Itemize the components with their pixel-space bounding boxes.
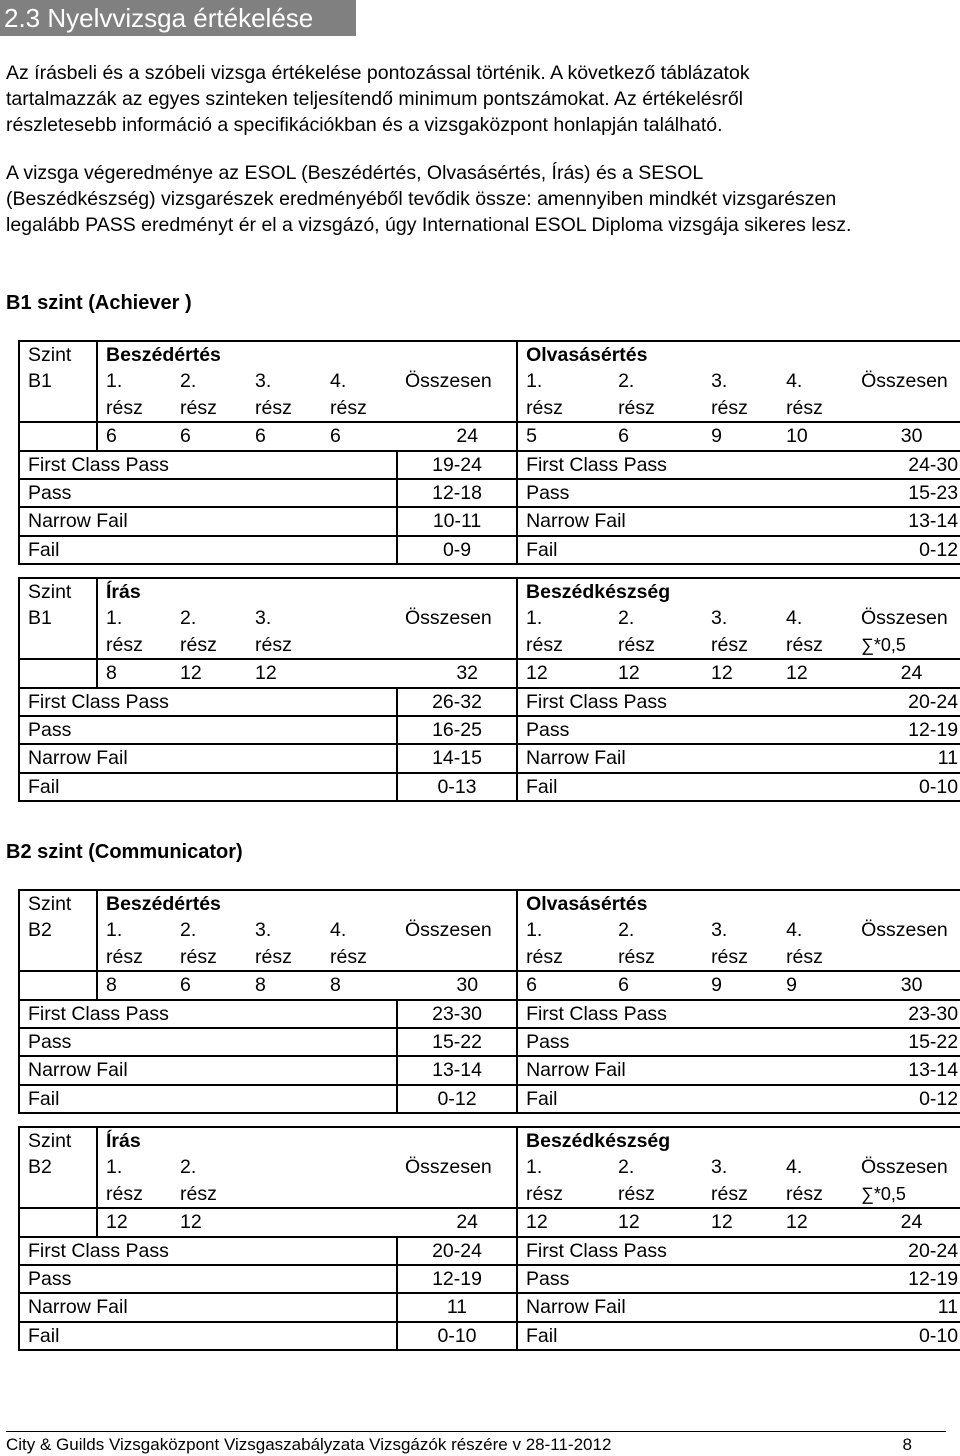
b2-writing-speaking-table — [18, 1126, 960, 1351]
part-header: 3. rész — [247, 368, 322, 422]
grade-range: 11 — [397, 1293, 517, 1321]
part-header: 1. rész — [97, 605, 172, 659]
level-cell: B2 — [19, 1154, 97, 1208]
grade-label: Fail — [517, 773, 853, 801]
result-line: A vizsga végeredménye az ESOL (Beszédértés, Olvasásértés, Írás) és a SESOL — [6, 162, 704, 184]
col-header-level: Szint — [19, 890, 97, 917]
part-header: 2. rész — [610, 368, 703, 422]
page-number: 8 — [902, 1435, 912, 1454]
part-header: 1. rész — [517, 1154, 610, 1208]
total-header: Összesen — [397, 1154, 517, 1208]
grade-range: 15-22 — [397, 1028, 517, 1056]
col-header-level: Szint — [19, 341, 97, 368]
max-score: 8 — [97, 659, 172, 687]
grade-label: Fail — [19, 773, 397, 801]
sum-formula: ∑*0,5 — [861, 1183, 906, 1204]
part-header: 2. rész — [610, 1154, 703, 1208]
grade-label: Pass — [517, 1028, 853, 1056]
grade-label: Pass — [517, 716, 853, 744]
part-header: 1. rész — [517, 605, 610, 659]
max-total: 30 — [853, 971, 960, 999]
grade-label: Pass — [19, 1265, 397, 1293]
col-header-level: Szint — [19, 578, 97, 605]
max-total: 24 — [397, 422, 517, 450]
grade-range: 11 — [853, 744, 960, 772]
col-header-listening: Beszédértés — [97, 341, 517, 368]
part-header: 1. rész — [517, 368, 610, 422]
grade-label: Pass — [19, 479, 397, 507]
total-header: Összesen — [397, 917, 517, 971]
grade-range: 0-12 — [853, 536, 960, 564]
grade-label: Fail — [517, 1085, 853, 1113]
grade-range: 0-10 — [397, 1322, 517, 1350]
grade-label: Fail — [517, 1322, 853, 1350]
part-header: 2. rész — [172, 917, 247, 971]
grade-label: Pass — [517, 479, 853, 507]
result-line: legalább PASS eredményt ér el a vizsgázó, úgy International ESOL Diploma vizsgája sikeres lesz. — [6, 214, 852, 236]
max-score: 12 — [703, 659, 778, 687]
grade-range: 23-30 — [397, 1000, 517, 1028]
intro-line: Az írásbeli és a szóbeli vizsga értékelése pontozással történik. A következő táblázatok — [6, 62, 750, 84]
part-header: 4. rész — [778, 605, 853, 659]
max-score: 12 — [97, 1208, 172, 1236]
grade-range: 0-10 — [853, 1322, 960, 1350]
grade-label: Fail — [19, 536, 397, 564]
part-header: 3. rész — [247, 917, 322, 971]
grade-range: 12-19 — [853, 716, 960, 744]
grade-range: 12-18 — [397, 479, 517, 507]
grade-range: 12-19 — [853, 1265, 960, 1293]
max-score: 5 — [517, 422, 610, 450]
part-header: 3. rész — [703, 605, 778, 659]
max-score: 6 — [610, 422, 703, 450]
max-score: 6 — [97, 422, 172, 450]
max-total: 30 — [397, 971, 517, 999]
grade-label: Narrow Fail — [517, 1056, 853, 1084]
grade-range: 20-24 — [397, 1237, 517, 1265]
max-score: 8 — [322, 971, 397, 999]
max-score: 12 — [610, 1208, 703, 1236]
max-score: 12 — [172, 1208, 247, 1236]
grade-range: 10-11 — [397, 507, 517, 535]
grade-range: 20-24 — [853, 1237, 960, 1265]
max-score: 9 — [778, 971, 853, 999]
max-score: 6 — [172, 971, 247, 999]
b1-section-title: B1 szint (Achiever ) — [6, 292, 192, 314]
grade-label: Narrow Fail — [19, 1056, 397, 1084]
grade-label: First Class Pass — [19, 1000, 397, 1028]
b1-listening-reading-table — [18, 340, 960, 565]
section-heading: 2.3 Nyelvvizsga értékelése — [0, 0, 356, 36]
part-header: 1. rész — [517, 917, 610, 971]
grade-range: 23-30 — [853, 1000, 960, 1028]
max-score: 6 — [610, 971, 703, 999]
grade-range: 14-15 — [397, 744, 517, 772]
grade-range: 0-9 — [397, 536, 517, 564]
grade-range: 13-14 — [397, 1056, 517, 1084]
max-score: 12 — [610, 659, 703, 687]
part-header: 4. rész — [778, 917, 853, 971]
grade-range: 15-22 — [853, 1028, 960, 1056]
max-score: 8 — [247, 971, 322, 999]
max-score: 12 — [172, 659, 247, 687]
grade-label: Fail — [19, 1085, 397, 1113]
grade-range: 26-32 — [397, 688, 517, 716]
part-header: 1. rész — [97, 1154, 172, 1208]
max-total: 24 — [397, 1208, 517, 1236]
part-header: 4. rész — [322, 917, 397, 971]
grade-label: Fail — [517, 536, 853, 564]
part-header: 1. rész — [97, 368, 172, 422]
grade-range: 16-25 — [397, 716, 517, 744]
part-header: 1. rész — [97, 917, 172, 971]
total-header: Összesen ∑*0,5 — [853, 605, 960, 659]
part-header: 2. rész — [610, 605, 703, 659]
total-header: Összesen — [397, 368, 517, 422]
part-header: 3. rész — [247, 605, 322, 659]
max-score: 12 — [778, 1208, 853, 1236]
grade-label: First Class Pass — [517, 1000, 853, 1028]
result-paragraph — [6, 160, 956, 238]
max-total: 24 — [853, 659, 960, 687]
part-header: 2. rész — [172, 605, 247, 659]
part-header: 2. rész — [172, 368, 247, 422]
sum-formula: ∑*0,5 — [861, 634, 906, 655]
max-score: 9 — [703, 971, 778, 999]
col-header-writing: Írás — [97, 1127, 517, 1154]
col-header-speaking: Beszédkészség — [517, 578, 960, 605]
max-score: 9 — [703, 422, 778, 450]
grade-range: 13-14 — [853, 507, 960, 535]
grade-range: 0-13 — [397, 773, 517, 801]
col-header-reading: Olvasásértés — [517, 341, 960, 368]
grade-range: 15-23 — [853, 479, 960, 507]
part-header: 3. rész — [703, 1154, 778, 1208]
intro-line: részletesebb információ a specifikációkban és a vizsgaközpont honlapján található. — [6, 114, 723, 136]
grade-range: 20-24 — [853, 688, 960, 716]
col-header-reading: Olvasásértés — [517, 890, 960, 917]
col-header-listening: Beszédértés — [97, 890, 517, 917]
grade-label: First Class Pass — [517, 1237, 853, 1265]
b1-writing-speaking-table — [18, 577, 960, 802]
grade-label: Pass — [19, 1028, 397, 1056]
total-header: Összesen ∑*0,5 — [853, 1154, 960, 1208]
part-header: 4. rész — [778, 1154, 853, 1208]
grade-label: First Class Pass — [19, 451, 397, 479]
part-header: 2. rész — [172, 1154, 247, 1208]
intro-paragraph — [6, 60, 956, 138]
level-cell: B1 — [19, 605, 97, 659]
grade-label: First Class Pass — [517, 688, 853, 716]
max-total: 30 — [853, 422, 960, 450]
max-score: 8 — [97, 971, 172, 999]
grade-label: First Class Pass — [19, 1237, 397, 1265]
level-cell: B1 — [19, 368, 97, 422]
max-score: 10 — [778, 422, 853, 450]
max-score: 6 — [247, 422, 322, 450]
max-score: 12 — [517, 659, 610, 687]
grade-range: 0-12 — [397, 1085, 517, 1113]
b2-listening-reading-table — [18, 889, 960, 1114]
grade-range: 0-10 — [853, 773, 960, 801]
col-header-speaking: Beszédkészség — [517, 1127, 960, 1154]
max-score: 6 — [517, 971, 610, 999]
max-total: 24 — [853, 1208, 960, 1236]
max-score: 12 — [778, 659, 853, 687]
total-header: Összesen — [853, 368, 960, 422]
grade-label: First Class Pass — [19, 688, 397, 716]
max-total: 32 — [397, 659, 517, 687]
page-footer — [6, 1431, 946, 1456]
result-line: (Beszédkészség) vizsgarészek eredményéből tevődik össze: amennyiben mindkét vizsgarészen — [6, 188, 837, 210]
grade-range: 0-12 — [853, 1085, 960, 1113]
grade-label: First Class Pass — [517, 451, 853, 479]
max-score: 6 — [172, 422, 247, 450]
grade-label: Narrow Fail — [19, 744, 397, 772]
part-header: 3. rész — [703, 368, 778, 422]
level-cell: B2 — [19, 917, 97, 971]
max-score: 12 — [247, 659, 322, 687]
grade-range: 11 — [853, 1293, 960, 1321]
grade-range: 19-24 — [397, 451, 517, 479]
part-header: 2. rész — [610, 917, 703, 971]
b2-section-title: B2 szint (Communicator) — [6, 841, 243, 863]
grade-label: Fail — [19, 1322, 397, 1350]
grade-range: 24-30 — [853, 451, 960, 479]
total-header: Összesen — [397, 605, 517, 659]
part-header: 3. rész — [703, 917, 778, 971]
col-header-level: Szint — [19, 1127, 97, 1154]
grade-label: Narrow Fail — [517, 1293, 853, 1321]
grade-label: Pass — [19, 716, 397, 744]
max-score: 12 — [703, 1208, 778, 1236]
grade-label: Narrow Fail — [19, 1293, 397, 1321]
footer-text: City & Guilds Vizsgaközpont Vizsgaszabályzata Vizsgázók részére v 28-11-2012 — [6, 1435, 612, 1454]
total-header: Összesen — [853, 917, 960, 971]
grade-label: Narrow Fail — [517, 507, 853, 535]
grade-label: Narrow Fail — [517, 744, 853, 772]
grade-range: 12-19 — [397, 1265, 517, 1293]
grade-range: 13-14 — [853, 1056, 960, 1084]
col-header-writing: Írás — [97, 578, 517, 605]
max-score: 6 — [322, 422, 397, 450]
grade-label: Pass — [517, 1265, 853, 1293]
part-header: 4. rész — [322, 368, 397, 422]
grade-label: Narrow Fail — [19, 507, 397, 535]
part-header: 4. rész — [778, 368, 853, 422]
intro-line: tartalmazzák az egyes szinteken teljesítendő minimum pontszámokat. Az értékelésről — [6, 88, 744, 110]
max-score: 12 — [517, 1208, 610, 1236]
